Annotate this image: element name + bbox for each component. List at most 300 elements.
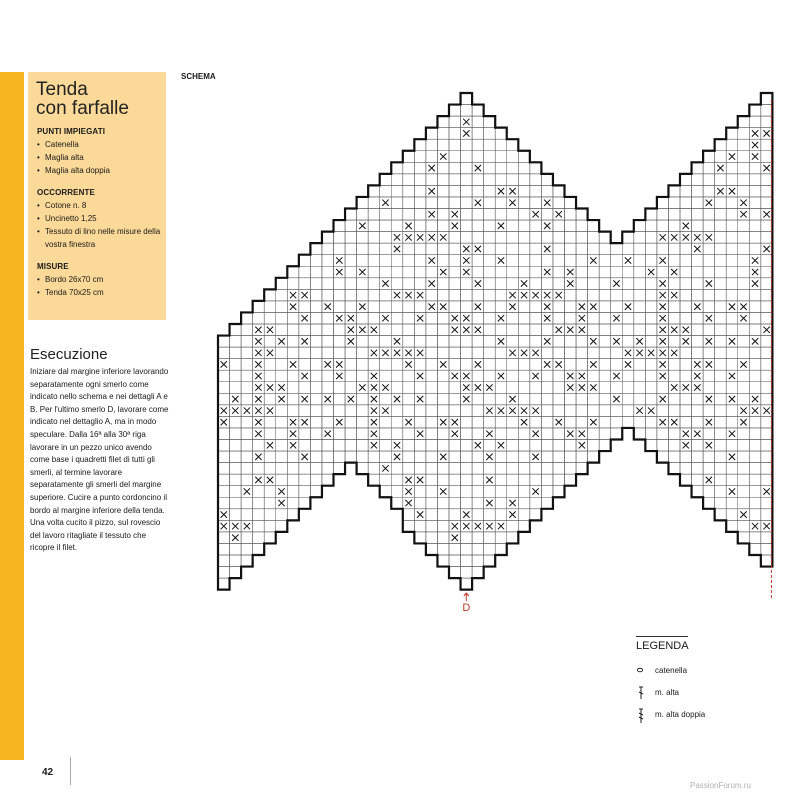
chart-cell bbox=[287, 324, 299, 336]
chart-cell bbox=[726, 347, 738, 359]
chart-cell bbox=[692, 220, 704, 232]
chart-cell bbox=[588, 278, 600, 290]
cross-mark bbox=[544, 292, 550, 298]
cross-mark bbox=[660, 315, 666, 321]
chart-cell bbox=[738, 243, 750, 255]
chart-cell bbox=[761, 312, 773, 324]
chart-cell bbox=[287, 405, 299, 417]
chart-cell bbox=[322, 416, 334, 428]
chart-cell bbox=[461, 232, 473, 244]
cross-mark bbox=[255, 350, 261, 356]
chart-cell bbox=[449, 486, 461, 498]
chart-cell bbox=[668, 393, 680, 405]
chart-cell bbox=[530, 301, 542, 313]
cross-mark bbox=[267, 477, 273, 483]
chart-cell bbox=[738, 162, 750, 174]
chart-cell bbox=[611, 359, 623, 371]
cross-mark bbox=[671, 234, 677, 240]
cross-mark bbox=[394, 246, 400, 252]
chart-cell bbox=[726, 139, 738, 151]
cross-mark bbox=[660, 373, 666, 379]
chart-cell bbox=[357, 393, 369, 405]
cross-mark bbox=[625, 350, 631, 356]
chart-cell bbox=[472, 347, 484, 359]
cross-mark bbox=[336, 315, 342, 321]
chart-cell bbox=[726, 405, 738, 417]
cross-mark bbox=[359, 269, 365, 275]
chart-cell bbox=[357, 312, 369, 324]
chart-cell bbox=[749, 543, 761, 555]
cross-mark bbox=[382, 280, 388, 286]
chart-cell bbox=[715, 370, 727, 382]
chart-cell bbox=[449, 336, 461, 348]
chart-cell bbox=[310, 336, 322, 348]
chart-cell bbox=[461, 555, 473, 567]
chart-cell bbox=[426, 393, 438, 405]
chart-cell bbox=[253, 301, 265, 313]
chart-cell bbox=[426, 405, 438, 417]
chart-cell bbox=[461, 209, 473, 221]
chart-cell bbox=[507, 220, 519, 232]
cross-mark bbox=[521, 292, 527, 298]
cross-mark bbox=[706, 477, 712, 483]
chart-cell bbox=[565, 232, 577, 244]
chart-cell bbox=[657, 266, 669, 278]
chart-cell bbox=[622, 312, 634, 324]
chart-cell bbox=[472, 128, 484, 140]
chart-cell bbox=[345, 255, 357, 267]
chart-cell bbox=[437, 116, 449, 128]
chart-cell bbox=[622, 266, 634, 278]
chart-cell bbox=[414, 301, 426, 313]
chart-cell bbox=[391, 162, 403, 174]
chart-cell bbox=[484, 197, 496, 209]
cross-mark bbox=[382, 407, 388, 413]
chart-cell bbox=[472, 567, 484, 579]
chart-cell bbox=[276, 278, 288, 290]
chart-cell bbox=[703, 289, 715, 301]
cross-mark bbox=[729, 454, 735, 460]
chart-cell bbox=[553, 370, 565, 382]
cross-mark bbox=[405, 292, 411, 298]
cross-mark bbox=[255, 327, 261, 333]
chart-cell bbox=[622, 278, 634, 290]
chart-cell bbox=[553, 486, 565, 498]
chart-cell bbox=[634, 255, 646, 267]
chart-cell bbox=[461, 405, 473, 417]
cross-mark bbox=[763, 523, 769, 529]
page-number: 42 bbox=[42, 767, 54, 778]
chart-cell bbox=[484, 463, 496, 475]
chart-cell bbox=[668, 451, 680, 463]
schema-label: SCHEMA bbox=[181, 72, 216, 81]
chart-cell bbox=[692, 266, 704, 278]
chart-cell bbox=[241, 336, 253, 348]
cross-mark bbox=[509, 292, 515, 298]
chart-cell bbox=[726, 416, 738, 428]
cross-mark bbox=[498, 407, 504, 413]
cross-mark bbox=[625, 304, 631, 310]
cross-mark bbox=[405, 488, 411, 494]
chart-cell bbox=[426, 428, 438, 440]
chart-cell bbox=[391, 255, 403, 267]
cross-mark bbox=[532, 373, 538, 379]
chart-cell bbox=[380, 289, 392, 301]
chart-cell bbox=[715, 428, 727, 440]
cross-mark bbox=[486, 477, 492, 483]
chart-cell bbox=[403, 336, 415, 348]
cross-mark bbox=[336, 269, 342, 275]
chart-cell bbox=[749, 428, 761, 440]
chart-cell bbox=[345, 220, 357, 232]
chart-cell bbox=[472, 336, 484, 348]
cross-mark bbox=[255, 373, 261, 379]
chart-cell bbox=[611, 289, 623, 301]
cross-mark bbox=[763, 407, 769, 413]
cross-mark bbox=[452, 419, 458, 425]
list-item: • Uncinetto 1,25 bbox=[36, 212, 166, 225]
chart-cell bbox=[380, 486, 392, 498]
chart-cell bbox=[599, 336, 611, 348]
cross-mark bbox=[255, 419, 261, 425]
chart-cell bbox=[611, 255, 623, 267]
chart-cell bbox=[357, 278, 369, 290]
chart-cell bbox=[472, 209, 484, 221]
chart-cell bbox=[680, 197, 692, 209]
chart-cell bbox=[565, 289, 577, 301]
chart-cell bbox=[657, 428, 669, 440]
chart-cell bbox=[495, 197, 507, 209]
cross-mark bbox=[590, 361, 596, 367]
cross-mark bbox=[763, 327, 769, 333]
cross-mark bbox=[613, 338, 619, 344]
chart-cell bbox=[530, 324, 542, 336]
chart-cell bbox=[484, 139, 496, 151]
chart-cell bbox=[541, 347, 553, 359]
chart-cell bbox=[437, 255, 449, 267]
chart-cell bbox=[588, 324, 600, 336]
chart-cell bbox=[761, 440, 773, 452]
chart-cell bbox=[322, 289, 334, 301]
chart-cell bbox=[345, 209, 357, 221]
chart-cell bbox=[611, 301, 623, 313]
chart-cell bbox=[322, 324, 334, 336]
chart-cell bbox=[391, 486, 403, 498]
chart-cell bbox=[461, 347, 473, 359]
chart-cell bbox=[380, 232, 392, 244]
chart-cell bbox=[264, 497, 276, 509]
chart-cell bbox=[276, 301, 288, 313]
chart-cell bbox=[484, 509, 496, 521]
chart-cell bbox=[426, 451, 438, 463]
cross-mark bbox=[405, 361, 411, 367]
chart-cell bbox=[414, 440, 426, 452]
cross-mark bbox=[301, 338, 307, 344]
cross-mark bbox=[590, 384, 596, 390]
cross-mark bbox=[417, 477, 423, 483]
chart-cell bbox=[403, 509, 415, 521]
chart-cell bbox=[391, 312, 403, 324]
chart-cell bbox=[680, 393, 692, 405]
chart-cell bbox=[645, 278, 657, 290]
chart-cell bbox=[253, 509, 265, 521]
chart-cell bbox=[703, 405, 715, 417]
chart-cell bbox=[403, 428, 415, 440]
cross-mark bbox=[452, 211, 458, 217]
chart-cell bbox=[230, 463, 242, 475]
cross-mark bbox=[683, 431, 689, 437]
chart-cell bbox=[299, 474, 311, 486]
chart-cell bbox=[391, 185, 403, 197]
chart-cell bbox=[310, 278, 322, 290]
chart-cell bbox=[761, 497, 773, 509]
chart-cell bbox=[715, 463, 727, 475]
chart-cell bbox=[403, 174, 415, 186]
cross-mark bbox=[671, 350, 677, 356]
chart-cell bbox=[530, 255, 542, 267]
chart-cell bbox=[565, 336, 577, 348]
chart-cell bbox=[484, 116, 496, 128]
cross-mark bbox=[417, 350, 423, 356]
chart-cell bbox=[276, 416, 288, 428]
chart-cell bbox=[668, 428, 680, 440]
chart-cell bbox=[622, 324, 634, 336]
chart-cell bbox=[726, 324, 738, 336]
chart-cell bbox=[553, 463, 565, 475]
list-item: • Bordo 26x70 cm bbox=[36, 273, 166, 286]
chart-cell bbox=[657, 440, 669, 452]
cross-mark bbox=[532, 211, 538, 217]
cross-mark bbox=[394, 454, 400, 460]
cross-mark bbox=[463, 511, 469, 517]
chart-cell bbox=[472, 255, 484, 267]
chart-cell bbox=[230, 370, 242, 382]
chart-cell bbox=[334, 278, 346, 290]
chart-cell bbox=[461, 151, 473, 163]
chart-cell bbox=[264, 301, 276, 313]
chart-cell bbox=[426, 416, 438, 428]
esecuzione-title: Esecuzione bbox=[30, 346, 108, 363]
chart-cell bbox=[622, 243, 634, 255]
chart-cell bbox=[611, 243, 623, 255]
chart-cell bbox=[391, 382, 403, 394]
chart-cell bbox=[368, 185, 380, 197]
chart-cell bbox=[692, 416, 704, 428]
cross-mark bbox=[405, 477, 411, 483]
chart-cell bbox=[241, 451, 253, 463]
chart-cell bbox=[264, 520, 276, 532]
chart-cell bbox=[576, 416, 588, 428]
chart-cell bbox=[414, 243, 426, 255]
chart-cell bbox=[738, 116, 750, 128]
cross-mark bbox=[417, 511, 423, 517]
chart-cell bbox=[680, 301, 692, 313]
cross-mark bbox=[382, 200, 388, 206]
chart-cell bbox=[310, 255, 322, 267]
cross-mark bbox=[717, 165, 723, 171]
chart-cell bbox=[310, 370, 322, 382]
chart-cell bbox=[241, 428, 253, 440]
chart-cell bbox=[472, 532, 484, 544]
chart-cell bbox=[230, 428, 242, 440]
chart-cell bbox=[380, 359, 392, 371]
chart-cell bbox=[726, 520, 738, 532]
cross-mark bbox=[683, 442, 689, 448]
chart-cell bbox=[634, 278, 646, 290]
cross-mark bbox=[475, 361, 481, 367]
chart-cell bbox=[738, 174, 750, 186]
cross-mark bbox=[475, 442, 481, 448]
chart-cell bbox=[530, 474, 542, 486]
chart-cell bbox=[484, 393, 496, 405]
chart-cell bbox=[391, 220, 403, 232]
chart-cell bbox=[437, 474, 449, 486]
chart-cell bbox=[253, 532, 265, 544]
cross-mark bbox=[636, 338, 642, 344]
chart-cell bbox=[230, 382, 242, 394]
cross-mark bbox=[671, 327, 677, 333]
chart-cell bbox=[599, 278, 611, 290]
chart-cell bbox=[749, 440, 761, 452]
chart-cell bbox=[345, 347, 357, 359]
chart-cell bbox=[703, 301, 715, 313]
cross-mark bbox=[532, 350, 538, 356]
cross-mark bbox=[660, 304, 666, 310]
cross-mark bbox=[290, 361, 296, 367]
chart-cell bbox=[749, 532, 761, 544]
chart-cell bbox=[449, 278, 461, 290]
chart-cell bbox=[749, 116, 761, 128]
cross-mark bbox=[359, 304, 365, 310]
cross-mark bbox=[429, 234, 435, 240]
cross-mark bbox=[509, 511, 515, 517]
chart-cell bbox=[403, 405, 415, 417]
cross-mark bbox=[371, 373, 377, 379]
chart-cell bbox=[645, 359, 657, 371]
chart-cell bbox=[276, 347, 288, 359]
chart-cell bbox=[761, 266, 773, 278]
chart-cell bbox=[565, 474, 577, 486]
chart-cell bbox=[495, 451, 507, 463]
chart-cell bbox=[299, 278, 311, 290]
cross-mark bbox=[463, 130, 469, 136]
chart-cell bbox=[565, 451, 577, 463]
chart-cell bbox=[437, 509, 449, 521]
cross-mark bbox=[567, 327, 573, 333]
chart-cell bbox=[241, 463, 253, 475]
chart-cell bbox=[357, 405, 369, 417]
chart-cell bbox=[472, 543, 484, 555]
cross-mark bbox=[752, 130, 758, 136]
chart-cell bbox=[380, 266, 392, 278]
chart-cell bbox=[749, 312, 761, 324]
cross-mark bbox=[671, 384, 677, 390]
chart-cell bbox=[414, 209, 426, 221]
chart-cell bbox=[692, 347, 704, 359]
chart-cell bbox=[703, 451, 715, 463]
cross-mark bbox=[579, 327, 585, 333]
cross-mark bbox=[486, 384, 492, 390]
chart-cell bbox=[241, 312, 253, 324]
chart-cell bbox=[692, 278, 704, 290]
chart-cell bbox=[437, 324, 449, 336]
chart-cell bbox=[749, 324, 761, 336]
cross-mark bbox=[579, 304, 585, 310]
chart-cell bbox=[680, 266, 692, 278]
chart-cell bbox=[738, 151, 750, 163]
cross-mark bbox=[394, 350, 400, 356]
chart-cell bbox=[553, 278, 565, 290]
chart-cell bbox=[611, 416, 623, 428]
chart-cell bbox=[761, 532, 773, 544]
chart-cell bbox=[495, 497, 507, 509]
chart-cell bbox=[703, 347, 715, 359]
cross-mark bbox=[660, 396, 666, 402]
cross-mark bbox=[752, 257, 758, 263]
chart-cell bbox=[461, 451, 473, 463]
chart-cell bbox=[472, 486, 484, 498]
cross-mark bbox=[498, 373, 504, 379]
chart-cell bbox=[726, 266, 738, 278]
chart-cell bbox=[738, 347, 750, 359]
chart-cell bbox=[576, 255, 588, 267]
chart-cell bbox=[253, 463, 265, 475]
cross-mark bbox=[301, 419, 307, 425]
chart-cell bbox=[287, 509, 299, 521]
chart-cell bbox=[668, 255, 680, 267]
chart-cell bbox=[368, 278, 380, 290]
chart-cell bbox=[668, 312, 680, 324]
chart-cell bbox=[391, 209, 403, 221]
chart-cell bbox=[657, 220, 669, 232]
chart-cell bbox=[368, 336, 380, 348]
cross-mark bbox=[544, 338, 550, 344]
chart-cell bbox=[414, 416, 426, 428]
chart-cell bbox=[530, 336, 542, 348]
chart-cell bbox=[738, 497, 750, 509]
chart-cell bbox=[437, 347, 449, 359]
chart-cell bbox=[703, 486, 715, 498]
chart-cell bbox=[657, 197, 669, 209]
chart-cell bbox=[749, 497, 761, 509]
chart-cell bbox=[692, 474, 704, 486]
chart-cell bbox=[495, 382, 507, 394]
chart-cell bbox=[668, 440, 680, 452]
chart-cell bbox=[518, 232, 530, 244]
chart-cell bbox=[437, 209, 449, 221]
chart-cell bbox=[449, 139, 461, 151]
chart-cell bbox=[553, 185, 565, 197]
chart-cell bbox=[241, 555, 253, 567]
chart-cell bbox=[310, 243, 322, 255]
chart-cell bbox=[437, 243, 449, 255]
chart-cell bbox=[530, 497, 542, 509]
chart-cell bbox=[680, 347, 692, 359]
chart-cell bbox=[645, 370, 657, 382]
chart-cell bbox=[495, 209, 507, 221]
cross-mark bbox=[429, 188, 435, 194]
cross-mark bbox=[405, 350, 411, 356]
cross-mark bbox=[706, 234, 712, 240]
chart-cell bbox=[761, 301, 773, 313]
chart-cell bbox=[264, 463, 276, 475]
chart-cell bbox=[472, 370, 484, 382]
chart-cell bbox=[403, 440, 415, 452]
chart-cell bbox=[472, 105, 484, 117]
chart-cell bbox=[218, 532, 230, 544]
chart-cell bbox=[761, 232, 773, 244]
chart-cell bbox=[345, 382, 357, 394]
